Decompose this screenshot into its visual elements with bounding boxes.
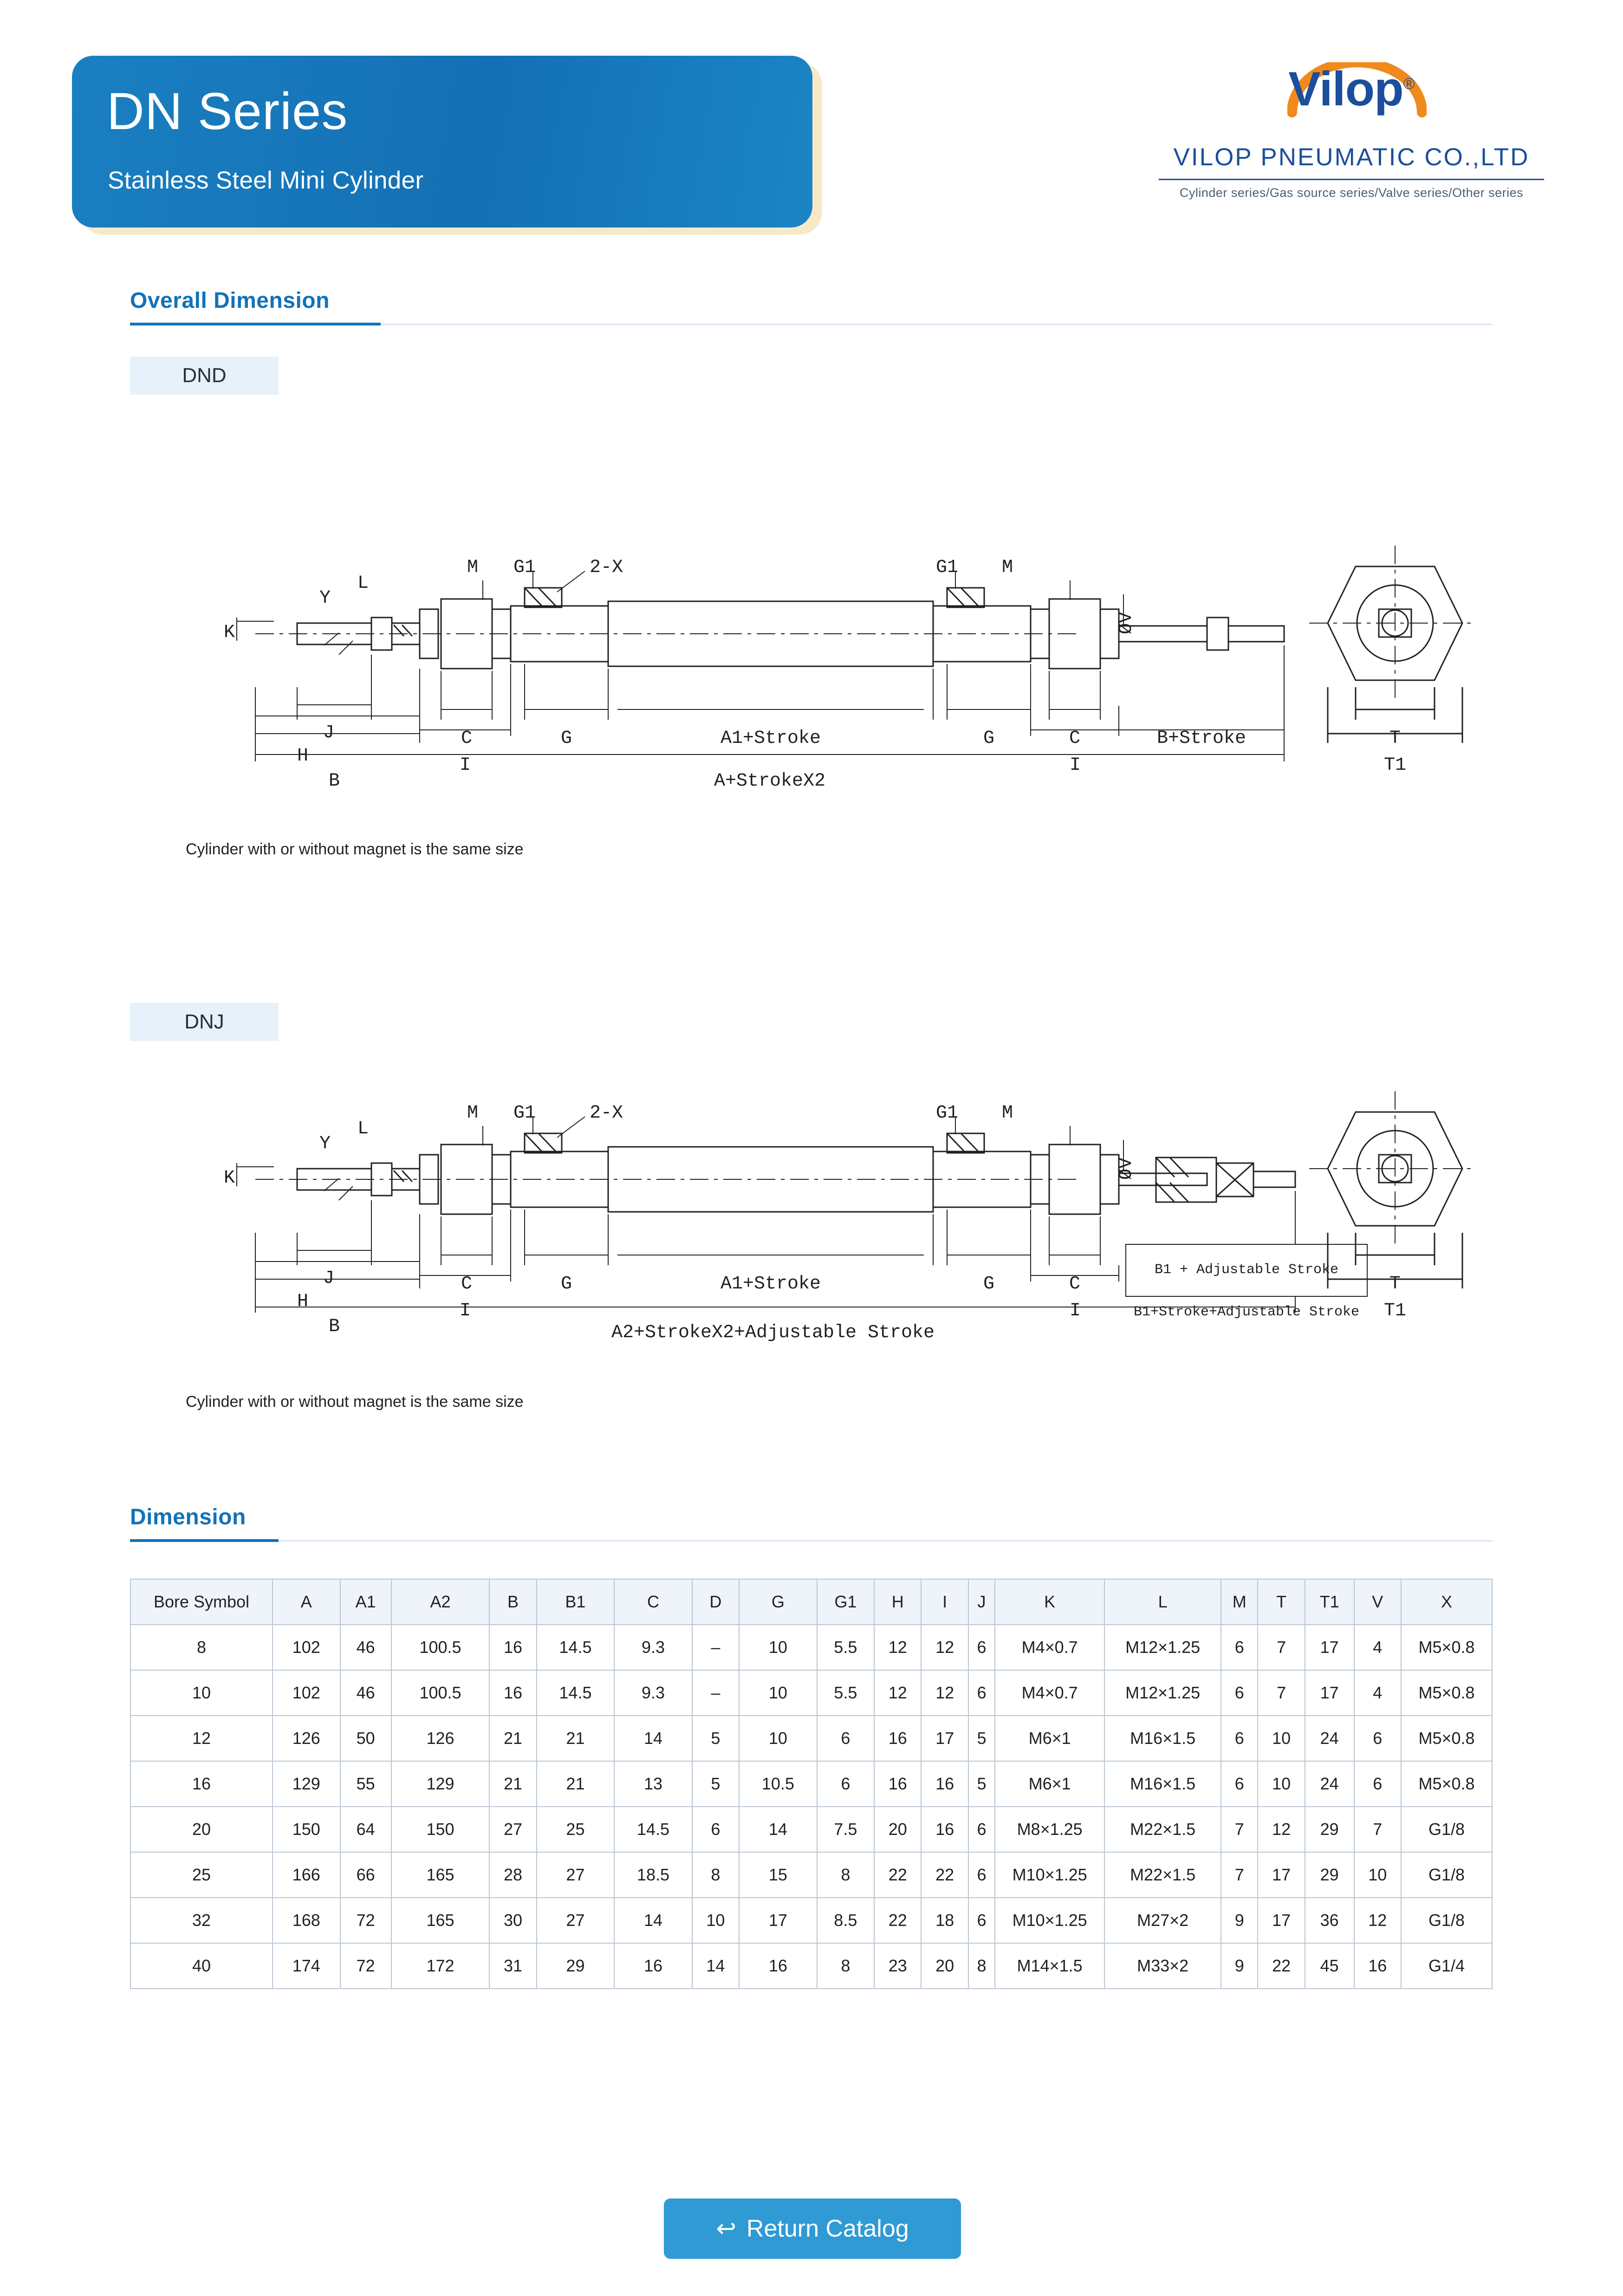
cell-a2: 165 bbox=[391, 1898, 490, 1943]
company-tagline: Cylinder series/Gas source series/Valve series/Other series bbox=[1179, 186, 1524, 200]
dimension-table-wrapper bbox=[130, 1579, 1493, 1989]
label-g-left: G bbox=[560, 728, 572, 749]
th-l: L bbox=[1104, 1579, 1221, 1625]
cell-v: 12 bbox=[1354, 1898, 1402, 1943]
cell-l: M33×2 bbox=[1104, 1943, 1221, 1989]
label-g-left: G bbox=[560, 1274, 572, 1294]
cell-v: 7 bbox=[1354, 1807, 1402, 1852]
cell-c: 14 bbox=[614, 1716, 692, 1761]
cell-a2: 165 bbox=[391, 1852, 490, 1898]
th-m: M bbox=[1221, 1579, 1258, 1625]
cell-l: M12×1.25 bbox=[1104, 1625, 1221, 1670]
cell-i: 12 bbox=[921, 1670, 968, 1716]
section-title-overall-dimension: Overall Dimension bbox=[130, 288, 330, 313]
cell-h: 22 bbox=[874, 1852, 921, 1898]
cell-h: 12 bbox=[874, 1670, 921, 1716]
cell-b: 16 bbox=[489, 1625, 536, 1670]
cell-a1: 72 bbox=[340, 1943, 391, 1989]
cell-b1: 27 bbox=[537, 1852, 615, 1898]
cell-g: 15 bbox=[739, 1852, 817, 1898]
cell-d: 10 bbox=[692, 1898, 739, 1943]
cell-x: G1/4 bbox=[1401, 1943, 1492, 1989]
dimension-table bbox=[130, 1579, 1493, 1989]
cell-k: M4×0.7 bbox=[995, 1670, 1104, 1716]
cell-g: 17 bbox=[739, 1898, 817, 1943]
cell-a1: 55 bbox=[340, 1761, 391, 1807]
cell-b: 30 bbox=[489, 1898, 536, 1943]
cell-b1: 21 bbox=[537, 1716, 615, 1761]
th-c: C bbox=[614, 1579, 692, 1625]
cell-t: 10 bbox=[1258, 1716, 1305, 1761]
cell-m: 6 bbox=[1221, 1625, 1258, 1670]
cell-m: 6 bbox=[1221, 1670, 1258, 1716]
cell-l: M12×1.25 bbox=[1104, 1670, 1221, 1716]
section-rule-light-overall bbox=[381, 324, 1493, 325]
logo-mark bbox=[1159, 62, 1544, 135]
cell-b: 27 bbox=[489, 1807, 536, 1852]
cell-v: 16 bbox=[1354, 1943, 1402, 1989]
cell-h: 16 bbox=[874, 1716, 921, 1761]
cell-t: 7 bbox=[1258, 1625, 1305, 1670]
cell-b: 21 bbox=[489, 1716, 536, 1761]
cell-l: M27×2 bbox=[1104, 1898, 1221, 1943]
section-rule-dimension bbox=[130, 1539, 279, 1542]
cell-h: 23 bbox=[874, 1943, 921, 1989]
cell-i: 20 bbox=[921, 1943, 968, 1989]
company-name: VILOP PNEUMATIC CO.,LTD bbox=[1173, 143, 1530, 171]
label-g1-left: G1 bbox=[513, 1103, 536, 1124]
th-a: A bbox=[273, 1579, 340, 1625]
cell-a: 168 bbox=[273, 1898, 340, 1943]
cell-k: M14×1.5 bbox=[995, 1943, 1104, 1989]
cell-d: 14 bbox=[692, 1943, 739, 1989]
cell-h: 12 bbox=[874, 1625, 921, 1670]
label-y: Y bbox=[319, 588, 331, 609]
cell-b: 31 bbox=[489, 1943, 536, 1989]
cell-k: M8×1.25 bbox=[995, 1807, 1104, 1852]
label-t: T bbox=[1389, 1274, 1401, 1294]
cell-j: 5 bbox=[968, 1716, 995, 1761]
cell-x: G1/8 bbox=[1401, 1898, 1492, 1943]
label-j: J bbox=[323, 722, 335, 743]
label-c-left: C bbox=[461, 728, 473, 749]
cell-a2: 150 bbox=[391, 1807, 490, 1852]
note-magnet-dnj: Cylinder with or without magnet is the same size bbox=[186, 1393, 524, 1411]
cell-i: 12 bbox=[921, 1625, 968, 1670]
cell-a: 129 bbox=[273, 1761, 340, 1807]
cell-x: M5×0.8 bbox=[1401, 1670, 1492, 1716]
label-g1-right: G1 bbox=[935, 1103, 959, 1124]
th-v: V bbox=[1354, 1579, 1402, 1625]
cell-g1: 6 bbox=[817, 1761, 874, 1807]
label-k: K bbox=[224, 622, 235, 643]
cell-c: 18.5 bbox=[614, 1852, 692, 1898]
cell-a2: 129 bbox=[391, 1761, 490, 1807]
cell-a1: 64 bbox=[340, 1807, 391, 1852]
label-t1: T1 bbox=[1383, 1301, 1407, 1321]
cell-a1: 46 bbox=[340, 1625, 391, 1670]
th-b: B bbox=[489, 1579, 536, 1625]
label-t1: T1 bbox=[1383, 755, 1407, 776]
cell-m: 6 bbox=[1221, 1761, 1258, 1807]
label-g-right: G bbox=[983, 728, 995, 749]
th-b1: B1 bbox=[537, 1579, 615, 1625]
cell-d: 8 bbox=[692, 1852, 739, 1898]
cell-i: 17 bbox=[921, 1716, 968, 1761]
cell-l: M16×1.5 bbox=[1104, 1716, 1221, 1761]
label-phi-v: ØV bbox=[1116, 1157, 1137, 1180]
cell-bore-symbol: 16 bbox=[130, 1761, 273, 1807]
cell-a: 102 bbox=[273, 1670, 340, 1716]
label-c-right: C bbox=[1069, 728, 1081, 749]
cell-x: G1/8 bbox=[1401, 1807, 1492, 1852]
cell-b1: 21 bbox=[537, 1761, 615, 1807]
cell-j: 5 bbox=[968, 1761, 995, 1807]
label-c-right: C bbox=[1069, 1274, 1081, 1294]
table-row bbox=[130, 1898, 1492, 1943]
label-i-right: I bbox=[1069, 1301, 1081, 1321]
label-g1-right: G1 bbox=[935, 557, 959, 578]
cell-g1: 6 bbox=[817, 1716, 874, 1761]
page-subtitle: Stainless Steel Mini Cylinder bbox=[108, 167, 424, 194]
logo-divider bbox=[1159, 179, 1544, 180]
model-tag-dnd: DND bbox=[130, 357, 279, 395]
cell-t: 10 bbox=[1258, 1761, 1305, 1807]
table-row bbox=[130, 1807, 1492, 1852]
cell-k: M10×1.25 bbox=[995, 1852, 1104, 1898]
cell-i: 18 bbox=[921, 1898, 968, 1943]
th-t: T bbox=[1258, 1579, 1305, 1625]
cell-t1: 45 bbox=[1305, 1943, 1354, 1989]
th-g1: G1 bbox=[817, 1579, 874, 1625]
label-phi-v: ØV bbox=[1116, 611, 1137, 635]
cell-bore-symbol: 20 bbox=[130, 1807, 273, 1852]
cell-d: 6 bbox=[692, 1807, 739, 1852]
label-a1-stroke: A1+Stroke bbox=[720, 1274, 821, 1294]
return-icon: ↩ bbox=[716, 2215, 736, 2242]
cell-v: 6 bbox=[1354, 1716, 1402, 1761]
th-x: X bbox=[1401, 1579, 1492, 1625]
cell-t1: 24 bbox=[1305, 1716, 1354, 1761]
cell-g: 10 bbox=[739, 1670, 817, 1716]
page-title: DN Series bbox=[107, 82, 348, 140]
cell-l: M22×1.5 bbox=[1104, 1852, 1221, 1898]
label-b-stroke: B+Stroke bbox=[1156, 728, 1246, 749]
cell-x: M5×0.8 bbox=[1401, 1761, 1492, 1807]
cell-m: 6 bbox=[1221, 1716, 1258, 1761]
cell-j: 6 bbox=[968, 1807, 995, 1852]
cell-v: 4 bbox=[1354, 1625, 1402, 1670]
cell-a: 174 bbox=[273, 1943, 340, 1989]
table-row bbox=[130, 1716, 1492, 1761]
cell-c: 14 bbox=[614, 1898, 692, 1943]
section-title-dimension: Dimension bbox=[130, 1505, 246, 1529]
cell-g: 10 bbox=[739, 1625, 817, 1670]
cell-b: 16 bbox=[489, 1670, 536, 1716]
table-row bbox=[130, 1943, 1492, 1989]
label-b1-stroke-adjustable: B1+Stroke+Adjustable Stroke bbox=[1133, 1304, 1360, 1320]
label-2x: 2-X bbox=[590, 557, 623, 578]
table-header-row bbox=[130, 1579, 1492, 1625]
cell-a2: 126 bbox=[391, 1716, 490, 1761]
cell-g1: 7.5 bbox=[817, 1807, 874, 1852]
cell-c: 13 bbox=[614, 1761, 692, 1807]
cell-a: 166 bbox=[273, 1852, 340, 1898]
label-b: B bbox=[328, 1316, 340, 1337]
section-rule-light-dimension bbox=[279, 1540, 1493, 1542]
label-g-right: G bbox=[983, 1274, 995, 1294]
cell-j: 6 bbox=[968, 1852, 995, 1898]
label-l: L bbox=[357, 1119, 369, 1139]
logo-registered: ® bbox=[1403, 75, 1415, 93]
cell-b1: 14.5 bbox=[537, 1625, 615, 1670]
th-t1: T1 bbox=[1305, 1579, 1354, 1625]
cell-h: 22 bbox=[874, 1898, 921, 1943]
cell-t1: 29 bbox=[1305, 1852, 1354, 1898]
cell-l: M16×1.5 bbox=[1104, 1761, 1221, 1807]
cell-a1: 66 bbox=[340, 1852, 391, 1898]
cell-x: M5×0.8 bbox=[1401, 1716, 1492, 1761]
cell-g: 10.5 bbox=[739, 1761, 817, 1807]
cell-x: M5×0.8 bbox=[1401, 1625, 1492, 1670]
cell-b1: 14.5 bbox=[537, 1670, 615, 1716]
cell-k: M6×1 bbox=[995, 1716, 1104, 1761]
cell-d: 5 bbox=[692, 1716, 739, 1761]
brand-logo bbox=[1159, 62, 1544, 200]
cell-c: 16 bbox=[614, 1943, 692, 1989]
cell-c: 9.3 bbox=[614, 1670, 692, 1716]
cell-v: 4 bbox=[1354, 1670, 1402, 1716]
cell-v: 6 bbox=[1354, 1761, 1402, 1807]
cell-k: M4×0.7 bbox=[995, 1625, 1104, 1670]
label-l: L bbox=[357, 573, 369, 594]
cell-t1: 17 bbox=[1305, 1670, 1354, 1716]
label-a-stroke-x2: A+StrokeX2 bbox=[714, 771, 826, 792]
cell-i: 22 bbox=[921, 1852, 968, 1898]
cell-k: M6×1 bbox=[995, 1761, 1104, 1807]
cell-bore-symbol: 25 bbox=[130, 1852, 273, 1898]
cell-t: 7 bbox=[1258, 1670, 1305, 1716]
cell-c: 14.5 bbox=[614, 1807, 692, 1852]
label-a2-total: A2+StrokeX2+Adjustable Stroke bbox=[611, 1322, 935, 1343]
cell-g1: 8.5 bbox=[817, 1898, 874, 1943]
th-i: I bbox=[921, 1579, 968, 1625]
label-i-left: I bbox=[459, 1301, 471, 1321]
cell-t: 17 bbox=[1258, 1898, 1305, 1943]
section-rule-overall bbox=[130, 323, 381, 325]
cell-b1: 25 bbox=[537, 1807, 615, 1852]
cell-m: 9 bbox=[1221, 1898, 1258, 1943]
label-i-left: I bbox=[459, 755, 471, 776]
return-catalog-button[interactable] bbox=[664, 2198, 961, 2259]
label-k: K bbox=[224, 1168, 235, 1189]
cell-j: 6 bbox=[968, 1670, 995, 1716]
label-y: Y bbox=[319, 1133, 331, 1154]
table-row bbox=[130, 1670, 1492, 1716]
cell-d: – bbox=[692, 1625, 739, 1670]
cell-t: 17 bbox=[1258, 1852, 1305, 1898]
cell-g: 10 bbox=[739, 1716, 817, 1761]
cell-a1: 72 bbox=[340, 1898, 391, 1943]
cell-g1: 5.5 bbox=[817, 1670, 874, 1716]
cell-g1: 8 bbox=[817, 1943, 874, 1989]
cell-i: 16 bbox=[921, 1761, 968, 1807]
label-c-left: C bbox=[461, 1274, 473, 1294]
cell-a: 126 bbox=[273, 1716, 340, 1761]
cell-t1: 36 bbox=[1305, 1898, 1354, 1943]
th-d: D bbox=[692, 1579, 739, 1625]
drawing-dnj bbox=[200, 1047, 1476, 1353]
cell-m: 7 bbox=[1221, 1852, 1258, 1898]
cell-t: 12 bbox=[1258, 1807, 1305, 1852]
logo-wordmark bbox=[1288, 62, 1415, 116]
return-catalog-label: Return Catalog bbox=[746, 2215, 909, 2242]
table-row bbox=[130, 1625, 1492, 1670]
cell-a: 150 bbox=[273, 1807, 340, 1852]
label-t: T bbox=[1389, 728, 1401, 749]
th-k: K bbox=[995, 1579, 1104, 1625]
cell-l: M22×1.5 bbox=[1104, 1807, 1221, 1852]
cell-v: 10 bbox=[1354, 1852, 1402, 1898]
cell-g1: 5.5 bbox=[817, 1625, 874, 1670]
cell-bore-symbol: 40 bbox=[130, 1943, 273, 1989]
cell-t1: 29 bbox=[1305, 1807, 1354, 1852]
cell-t1: 24 bbox=[1305, 1761, 1354, 1807]
cell-i: 16 bbox=[921, 1807, 968, 1852]
th-h: H bbox=[874, 1579, 921, 1625]
cell-j: 8 bbox=[968, 1943, 995, 1989]
cell-t1: 17 bbox=[1305, 1625, 1354, 1670]
label-i-right: I bbox=[1069, 755, 1081, 776]
cell-m: 7 bbox=[1221, 1807, 1258, 1852]
label-a1-stroke: A1+Stroke bbox=[720, 728, 821, 749]
th-a1: A1 bbox=[340, 1579, 391, 1625]
label-m-right: M bbox=[1001, 557, 1013, 578]
cell-j: 6 bbox=[968, 1898, 995, 1943]
cell-bore-symbol: 8 bbox=[130, 1625, 273, 1670]
cell-a1: 50 bbox=[340, 1716, 391, 1761]
label-m-right: M bbox=[1001, 1103, 1013, 1124]
th-j: J bbox=[968, 1579, 995, 1625]
label-b: B bbox=[328, 771, 340, 792]
cell-k: M10×1.25 bbox=[995, 1898, 1104, 1943]
logo-name: Vilop bbox=[1288, 62, 1403, 116]
cell-g: 16 bbox=[739, 1943, 817, 1989]
cell-bore-symbol: 32 bbox=[130, 1898, 273, 1943]
note-magnet-dnd: Cylinder with or without magnet is the same size bbox=[186, 840, 524, 858]
cell-a1: 46 bbox=[340, 1670, 391, 1716]
cell-a2: 172 bbox=[391, 1943, 490, 1989]
table-row bbox=[130, 1761, 1492, 1807]
cell-j: 6 bbox=[968, 1625, 995, 1670]
cell-d: – bbox=[692, 1670, 739, 1716]
model-tag-dnj: DNJ bbox=[130, 1003, 279, 1041]
th-g: G bbox=[739, 1579, 817, 1625]
label-h: H bbox=[297, 746, 309, 767]
cell-g: 14 bbox=[739, 1807, 817, 1852]
cell-bore-symbol: 12 bbox=[130, 1716, 273, 1761]
th-bore-symbol: Bore Symbol bbox=[130, 1579, 273, 1625]
cell-b: 21 bbox=[489, 1761, 536, 1807]
label-m-left: M bbox=[467, 557, 479, 578]
table-body bbox=[130, 1625, 1492, 1989]
label-h: H bbox=[297, 1291, 309, 1312]
cell-a2: 100.5 bbox=[391, 1670, 490, 1716]
cell-x: G1/8 bbox=[1401, 1852, 1492, 1898]
cell-a: 102 bbox=[273, 1625, 340, 1670]
cell-g1: 8 bbox=[817, 1852, 874, 1898]
cell-d: 5 bbox=[692, 1761, 739, 1807]
table-row bbox=[130, 1852, 1492, 1898]
cell-c: 9.3 bbox=[614, 1625, 692, 1670]
cell-bore-symbol: 10 bbox=[130, 1670, 273, 1716]
cell-b1: 29 bbox=[537, 1943, 615, 1989]
label-g1-left: G1 bbox=[513, 557, 536, 578]
label-j: J bbox=[323, 1268, 335, 1289]
cell-h: 20 bbox=[874, 1807, 921, 1852]
drawing-dnd bbox=[200, 501, 1476, 808]
th-a2: A2 bbox=[391, 1579, 490, 1625]
label-m-left: M bbox=[467, 1103, 479, 1124]
cell-h: 16 bbox=[874, 1761, 921, 1807]
cell-b: 28 bbox=[489, 1852, 536, 1898]
cell-t: 22 bbox=[1258, 1943, 1305, 1989]
label-2x: 2-X bbox=[590, 1103, 623, 1124]
cell-a2: 100.5 bbox=[391, 1625, 490, 1670]
cell-b1: 27 bbox=[537, 1898, 615, 1943]
cell-m: 9 bbox=[1221, 1943, 1258, 1989]
label-b1-adjustable: B1 + Adjustable Stroke bbox=[1154, 1262, 1339, 1278]
